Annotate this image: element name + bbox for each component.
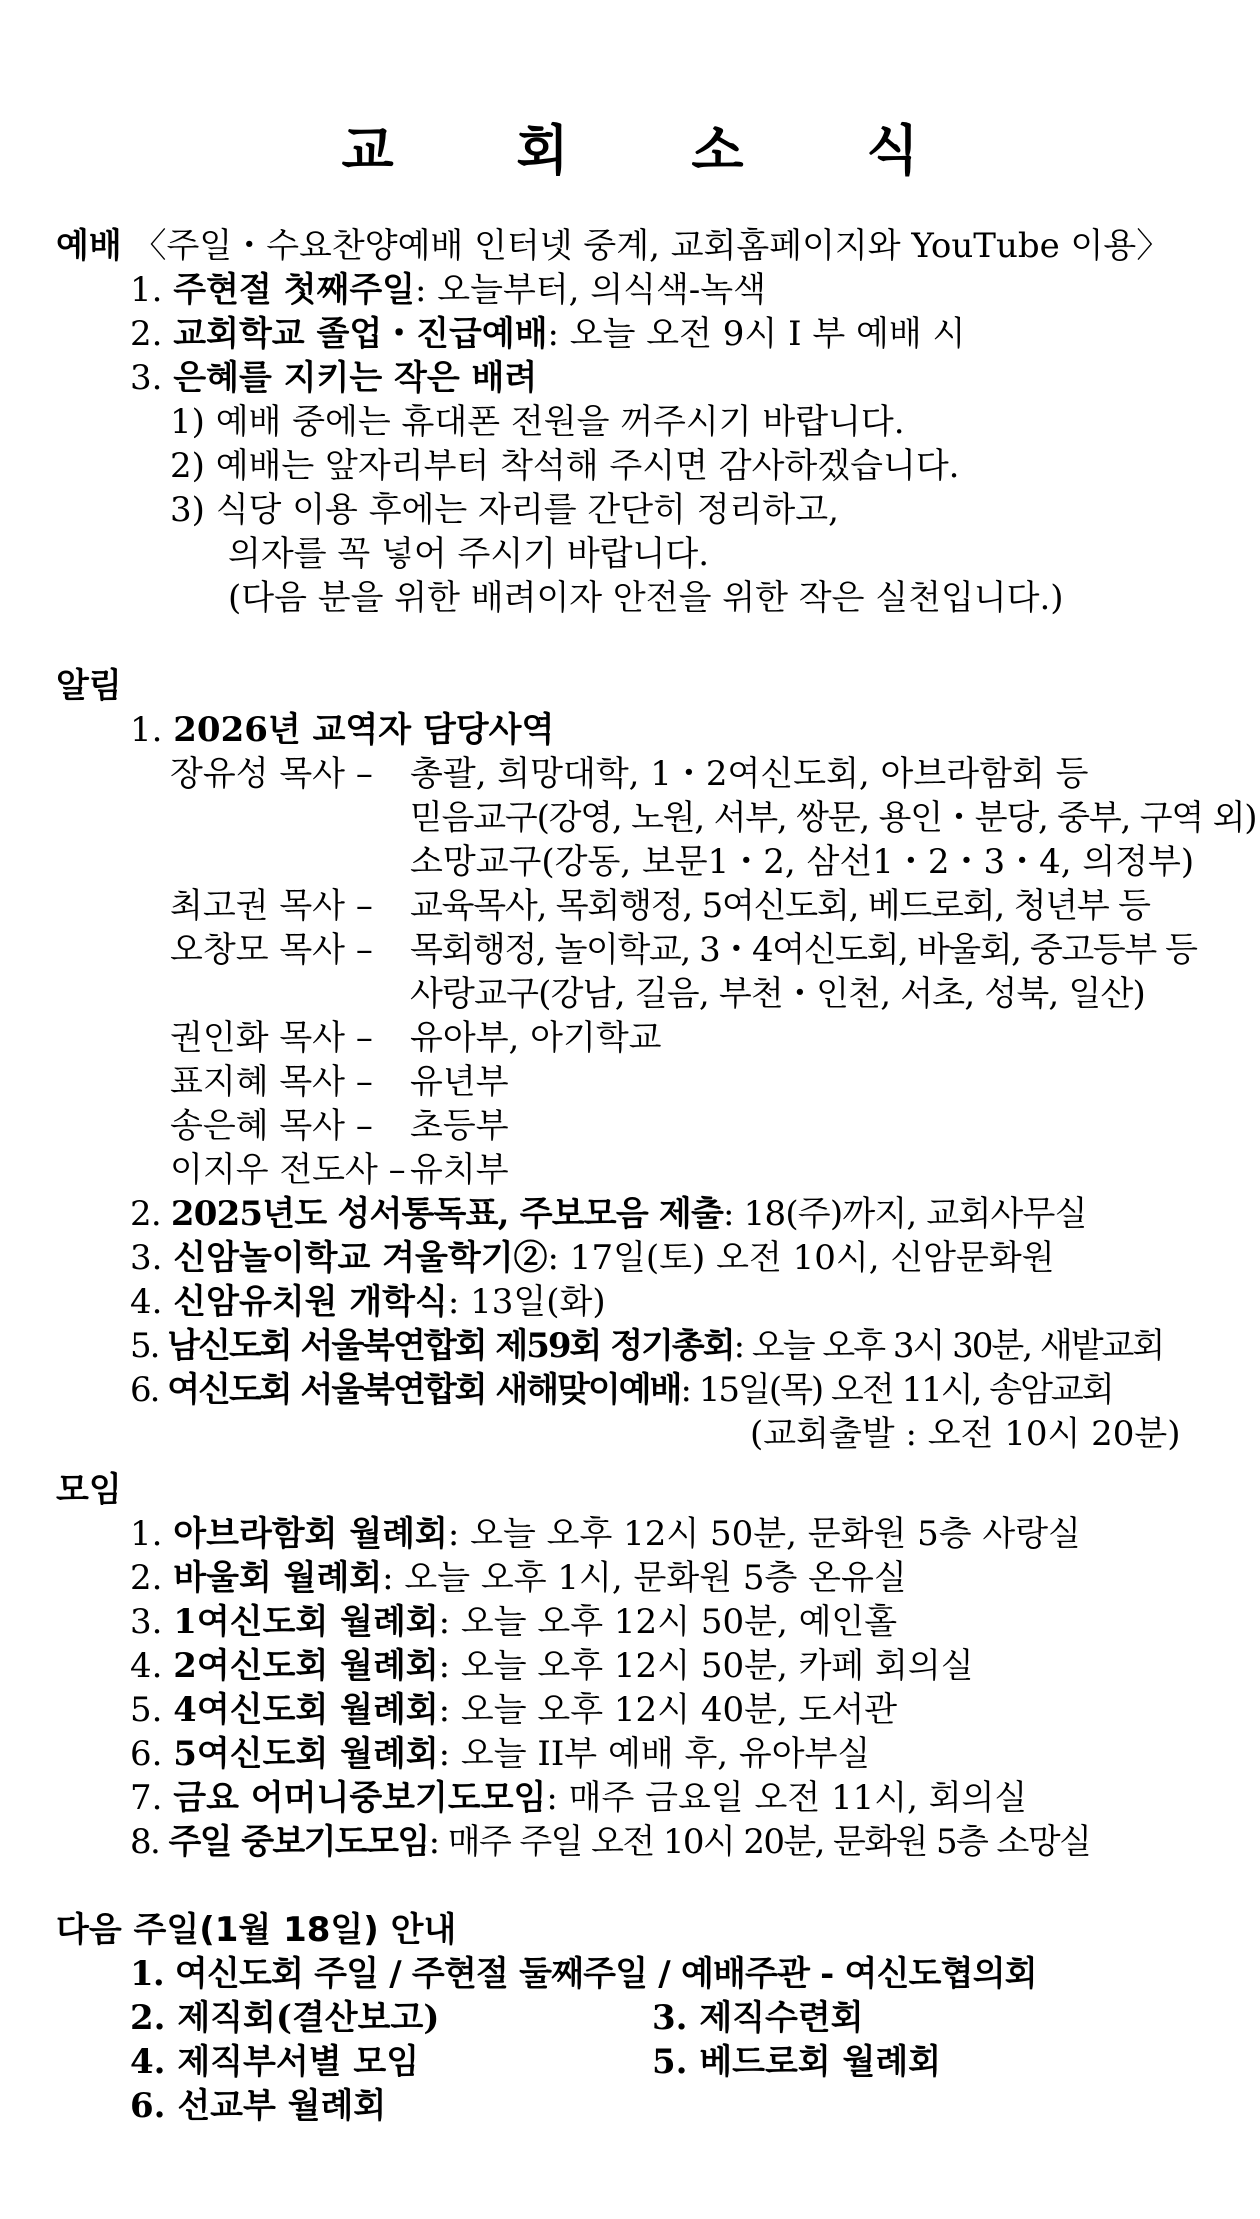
item-label: 2여신도회 월례회 [173, 1646, 439, 1686]
item-text: : 17일(토) 오전 10시, 신암문화원 [547, 1238, 1055, 1278]
meeting-item [130, 1732, 870, 1776]
worship-subitem-3-cont: 의자를 꼭 넣어 주시기 바랍니다. [228, 534, 710, 574]
staff-name: 이지우 전도사 – [170, 1150, 406, 1190]
meeting-item [130, 1776, 1027, 1820]
worship-heading: 예배 [56, 226, 122, 266]
item-label: 2025년도 성서통독표, 주보모음 제출 [170, 1194, 724, 1234]
staff-duty: 유년부 [410, 1062, 509, 1102]
item-text: : 매주 금요일 오전 11시, 회의실 [546, 1778, 1028, 1818]
next-week-item: 3. 제직수련회 [652, 1998, 864, 2038]
item-number: 4. [130, 1282, 163, 1322]
staff-name: 최고권 목사 – [170, 886, 373, 926]
notice-item-3 [130, 1236, 1055, 1280]
item-number: 8. [130, 1822, 160, 1862]
item-text: : 오늘 오후 1시, 문화원 5층 온유실 [382, 1558, 907, 1598]
item-text: : 13일(화) [447, 1282, 606, 1322]
item-label: 아브라함회 월례회 [173, 1514, 448, 1554]
item-text: : 매주 주일 오전 10시 20분, 문화원 5층 소망실 [428, 1822, 1091, 1862]
item-label: 신암유치원 개학식 [173, 1282, 448, 1322]
meeting-item [130, 1512, 1081, 1556]
item-label: 주일 중보기도모임 [168, 1822, 429, 1862]
item-number: 2. [130, 314, 163, 354]
item-number: 3. [130, 358, 163, 398]
worship-subitem-3-note: (다음 분을 위한 배려이자 안전을 위한 작은 실천입니다.) [228, 578, 1064, 618]
meeting-item [130, 1820, 1090, 1864]
item-number: 1. [130, 270, 163, 310]
meeting-item [130, 1556, 907, 1600]
next-week-item: 2. 제직회(결산보고) [130, 1998, 440, 2038]
page-title: 교 회 소 식 [341, 119, 971, 182]
notice-item-1 [130, 708, 554, 752]
worship-subitem-2: 2) 예배는 앞자리부터 착석해 주시면 감사하겠습니다. [170, 446, 960, 486]
item-label: 신암놀이학교 겨울학기② [173, 1238, 548, 1278]
worship-subtitle: 〈주일・수요찬양예배 인터넷 중계, 교회홈페이지와 YouTube 이용〉 [132, 226, 1171, 266]
item-label: 바울회 월례회 [173, 1558, 383, 1598]
worship-subitem-1: 1) 예배 중에는 휴대폰 전원을 꺼주시기 바랍니다. [170, 402, 905, 442]
next-week-item: 5. 베드로회 월례회 [652, 2042, 942, 2082]
staff-name: 장유성 목사 – [170, 754, 373, 794]
staff-name: 표지혜 목사 – [170, 1062, 373, 1102]
item-label: 주현절 첫째주일 [173, 270, 416, 310]
worship-item-2 [130, 312, 965, 356]
item-text: : 오늘 오후 12시 50분, 문화원 5층 사랑실 [447, 1514, 1081, 1554]
meeting-item [130, 1688, 897, 1732]
item-number: 3. [130, 1602, 163, 1642]
item-label: 5여신도회 월례회 [173, 1734, 439, 1774]
item-text: : 오늘 오후 12시 50분, 예인홀 [438, 1602, 898, 1642]
notice-heading: 알림 [56, 666, 122, 706]
staff-duty: 총괄, 희망대학, 1・2여신도회, 아브라함회 등 [410, 754, 1089, 794]
staff-duty: 목회행정, 놀이학교, 3・4여신도회, 바울회, 중고등부 등 [410, 930, 1197, 970]
item-number: 6. [130, 1734, 163, 1774]
worship-subitem-3: 3) 식당 이용 후에는 자리를 간단히 정리하고, [170, 490, 839, 530]
item-label: 금요 어머니중보기도모임 [173, 1778, 547, 1818]
staff-duty: 초등부 [410, 1106, 509, 1146]
item-label: 교회학교 졸업・진급예배 [173, 314, 548, 354]
item-number: 1. [130, 710, 163, 750]
item-label: 4여신도회 월례회 [173, 1690, 439, 1730]
staff-duty: 사랑교구(강남, 길음, 부천・인천, 서초, 성북, 일산) [410, 974, 1145, 1014]
meetings-heading: 모임 [56, 1470, 122, 1510]
notice-item-4 [130, 1280, 606, 1324]
item-number: 6. [130, 1370, 159, 1410]
item-label: 은혜를 지키는 작은 배려 [173, 358, 538, 398]
item-number: 3. [130, 1238, 163, 1278]
item-number: 4. [130, 1646, 163, 1686]
notice-item-2 [130, 1192, 1087, 1236]
meeting-item [130, 1600, 897, 1644]
item-number: 7. [130, 1778, 163, 1818]
item-label: 1여신도회 월례회 [173, 1602, 439, 1642]
staff-name: 오창모 목사 – [170, 930, 373, 970]
staff-duty: 유아부, 아기학교 [410, 1018, 662, 1058]
item-text: : 오늘 오후 12시 40분, 도서관 [438, 1690, 898, 1730]
item-number: 5. [130, 1326, 159, 1366]
worship-item-3 [130, 356, 537, 400]
next-week-item: 6. 선교부 월례회 [130, 2086, 387, 2126]
meeting-item [130, 1644, 974, 1688]
staff-duty: 교육목사, 목회행정, 5여신도회, 베드로회, 청년부 등 [410, 886, 1150, 926]
item-text: : 오늘부터, 의식색-녹색 [415, 270, 766, 310]
item-text: : 오늘 오후 12시 50분, 카페 회의실 [438, 1646, 974, 1686]
worship-item-1 [130, 268, 766, 312]
item-text: : 18(주)까지, 교회사무실 [723, 1194, 1087, 1234]
item-label: 2026년 교역자 담당사역 [173, 710, 555, 750]
notice-item-6 [130, 1368, 1113, 1412]
staff-duty: 유치부 [410, 1150, 509, 1190]
notice-item-6-departure: (교회출발 : 오전 10시 20분) [750, 1414, 1181, 1454]
item-number: 2. [130, 1194, 161, 1234]
next-week-item: 4. 제직부서별 모임 [130, 2042, 420, 2082]
notice-item-5 [130, 1324, 1163, 1368]
next-week-heading: 다음 주일(1월 18일) 안내 [56, 1910, 457, 1950]
next-week-item: 1. 여신도회 주일 / 주현절 둘째주일 / 예배주관 - 여신도협의회 [130, 1954, 1037, 1994]
item-number: 5. [130, 1690, 163, 1730]
staff-duty: 믿음교구(강영, 노원, 서부, 쌍문, 용인・분당, 중부, 구역 외) [410, 798, 1257, 838]
item-text: : 15일(목) 오전 11시, 송암교회 [680, 1370, 1113, 1410]
worship-header [56, 224, 1170, 268]
item-number: 1. [130, 1514, 163, 1554]
item-text: : 오늘 오전 9시 I 부 예배 시 [547, 314, 966, 354]
item-label: 여신도회 서울북연합회 새해맞이예배 [167, 1370, 681, 1410]
staff-name: 송은혜 목사 – [170, 1106, 373, 1146]
item-text: : 오늘 오후 3시 30분, 새밭교회 [733, 1326, 1164, 1366]
staff-name: 권인화 목사 – [170, 1018, 373, 1058]
item-label: 남신도회 서울북연합회 제59회 정기총회 [167, 1326, 734, 1366]
staff-duty: 소망교구(강동, 보문1・2, 삼선1・2・3・4, 의정부) [410, 842, 1195, 882]
item-number: 2. [130, 1558, 163, 1598]
item-text: : 오늘 II부 예배 후, 유아부실 [438, 1734, 871, 1774]
